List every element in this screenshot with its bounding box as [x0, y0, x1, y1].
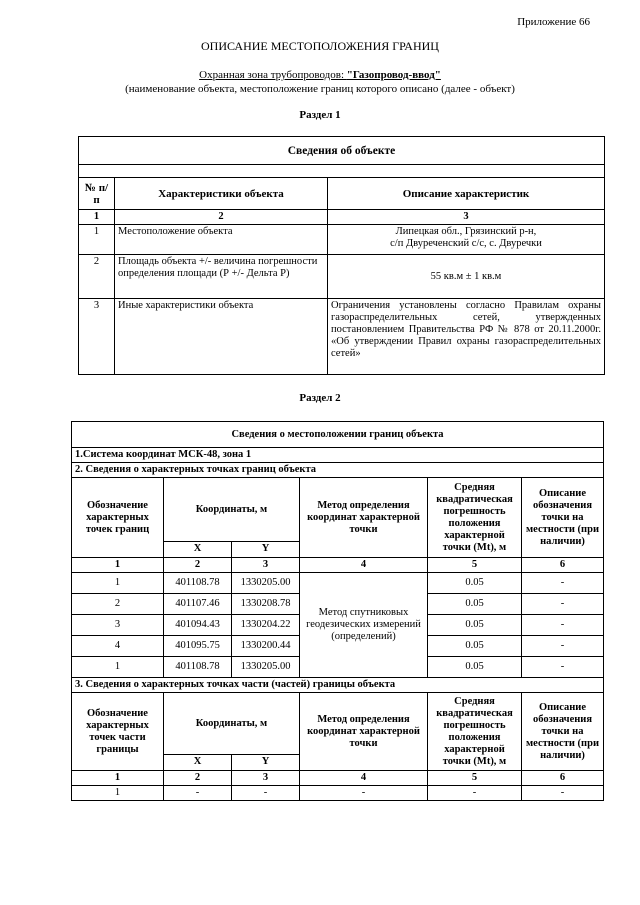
point-y: 1330208.78: [232, 594, 300, 615]
point-mt: 0.05: [428, 657, 522, 678]
row-number: 1: [79, 225, 115, 255]
point-mt: 0.05: [428, 594, 522, 615]
object-name: "Газопровод-ввод": [346, 69, 441, 81]
header-coords: Координаты, м: [164, 693, 300, 755]
row-number: 3: [79, 299, 115, 375]
point-number: 1: [72, 573, 164, 594]
table-row: [72, 786, 604, 801]
part-cell: -: [522, 786, 604, 801]
header-num: № п/п: [79, 178, 115, 210]
col-number: 1: [79, 210, 115, 225]
object-prefix: Охранная зона трубопроводов:: [199, 69, 347, 81]
header-method: Метод определения координат характерной точки: [300, 693, 428, 771]
header-y: Y: [232, 755, 300, 771]
point-x: 401095.75: [164, 636, 232, 657]
point-desc: -: [522, 615, 604, 636]
col-number: 6: [522, 771, 604, 786]
header-y: Y: [232, 542, 300, 558]
col-number: 6: [522, 558, 604, 573]
table-row: [79, 299, 605, 375]
method-cell: Метод спутниковых геодезических измерений (определений): [300, 573, 428, 678]
point-number: 4: [72, 636, 164, 657]
header-method: Метод определения координат характерной точки: [300, 478, 428, 558]
page-title: ОПИСАНИЕ МЕСТОПОЛОЖЕНИЯ ГРАНИЦ: [201, 39, 439, 53]
col-number: 3: [232, 558, 300, 573]
point-x: 401108.78: [164, 573, 232, 594]
point-number: 1: [72, 657, 164, 678]
object-info-table: [78, 136, 605, 375]
part-cell: -: [232, 786, 300, 801]
part-cell: -: [164, 786, 232, 801]
header-desc: Описание обозначения точки на местности (при наличии): [522, 478, 604, 558]
point-x: 401094.43: [164, 615, 232, 636]
header-error: Средняя квадратическая погрешность положения характерной точки (Mt), м: [428, 478, 522, 558]
col-number: 3: [328, 210, 605, 225]
part-cell: 1: [72, 786, 164, 801]
section1-title: Раздел 1: [299, 109, 341, 121]
point-mt: 0.05: [428, 636, 522, 657]
object-caption: (наименование объекта, местоположение границ которого описано (далее - объект): [125, 83, 515, 95]
row-desc: Ограничения установлены согласно Правилам охраны газораспределительных сетей, утвержденных постановлением Правительства РФ № 878 от 20.11.2000г. «Об утверждении Правил охраны газораспределительных сетей»: [328, 299, 605, 375]
header-point: Обозначение характерных точек границ: [72, 478, 164, 558]
table-title: Сведения о местоположении границ объекта: [72, 422, 604, 448]
row-desc-line: Липецкая обл., Грязинский р-н,: [395, 226, 537, 237]
subsection-title: 3. Сведения о характерных точках части (частей) границы объекта: [72, 678, 604, 693]
point-desc: -: [522, 636, 604, 657]
point-x: 401107.46: [164, 594, 232, 615]
point-y: 1330204.22: [232, 615, 300, 636]
point-number: 2: [72, 594, 164, 615]
table-row: [79, 225, 605, 255]
header-desc: Описание характеристик: [328, 178, 605, 210]
point-number: 3: [72, 615, 164, 636]
col-number: 5: [428, 558, 522, 573]
part-cell: -: [428, 786, 522, 801]
row-desc: [328, 225, 605, 255]
object-line: [0, 69, 640, 81]
row-name: Иные характеристики объекта: [115, 299, 328, 375]
point-mt: 0.05: [428, 573, 522, 594]
col-number: 1: [72, 558, 164, 573]
point-desc: -: [522, 594, 604, 615]
row-name: Местоположение объекта: [115, 225, 328, 255]
col-number: 2: [164, 771, 232, 786]
col-number: 3: [232, 771, 300, 786]
point-y: 1330205.00: [232, 573, 300, 594]
coord-system: 1.Система координат МСК-48, зона 1: [72, 448, 604, 463]
table-title: Сведения об объекте: [79, 137, 605, 165]
subsection-title: 2. Сведения о характерных точках границ объекта: [72, 463, 604, 478]
table-row: [79, 255, 605, 299]
section2-title: Раздел 2: [299, 392, 341, 404]
header-x: X: [164, 755, 232, 771]
row-desc: 55 кв.м ± 1 кв.м: [328, 255, 605, 299]
point-x: 401108.78: [164, 657, 232, 678]
point-desc: -: [522, 573, 604, 594]
appendix-label: Приложение 66: [517, 16, 590, 28]
point-desc: -: [522, 657, 604, 678]
part-cell: -: [300, 786, 428, 801]
point-mt: 0.05: [428, 615, 522, 636]
header-point: Обозначение характерных точек части границы: [72, 693, 164, 771]
header-coords: Координаты, м: [164, 478, 300, 542]
col-number: 2: [115, 210, 328, 225]
row-desc-line: с/п Двуреченский с/с, с. Двуречки: [390, 238, 542, 249]
col-number: 1: [72, 771, 164, 786]
header-char: Характеристики объекта: [115, 178, 328, 210]
col-number: 4: [300, 771, 428, 786]
row-name: Площадь объекта +/- величина погрешности определения площади (Р +/- Дельта Р): [115, 255, 328, 299]
col-number: 5: [428, 771, 522, 786]
col-number: 4: [300, 558, 428, 573]
col-number: 2: [164, 558, 232, 573]
header-x: X: [164, 542, 232, 558]
table-row: [72, 573, 604, 594]
header-desc: Описание обозначения точки на местности (при наличии): [522, 693, 604, 771]
point-y: 1330205.00: [232, 657, 300, 678]
row-number: 2: [79, 255, 115, 299]
boundary-table: [71, 421, 604, 801]
header-error: Средняя квадратическая погрешность положения характерной точки (Mt), м: [428, 693, 522, 771]
point-y: 1330200.44: [232, 636, 300, 657]
spacer-row: [79, 165, 605, 178]
